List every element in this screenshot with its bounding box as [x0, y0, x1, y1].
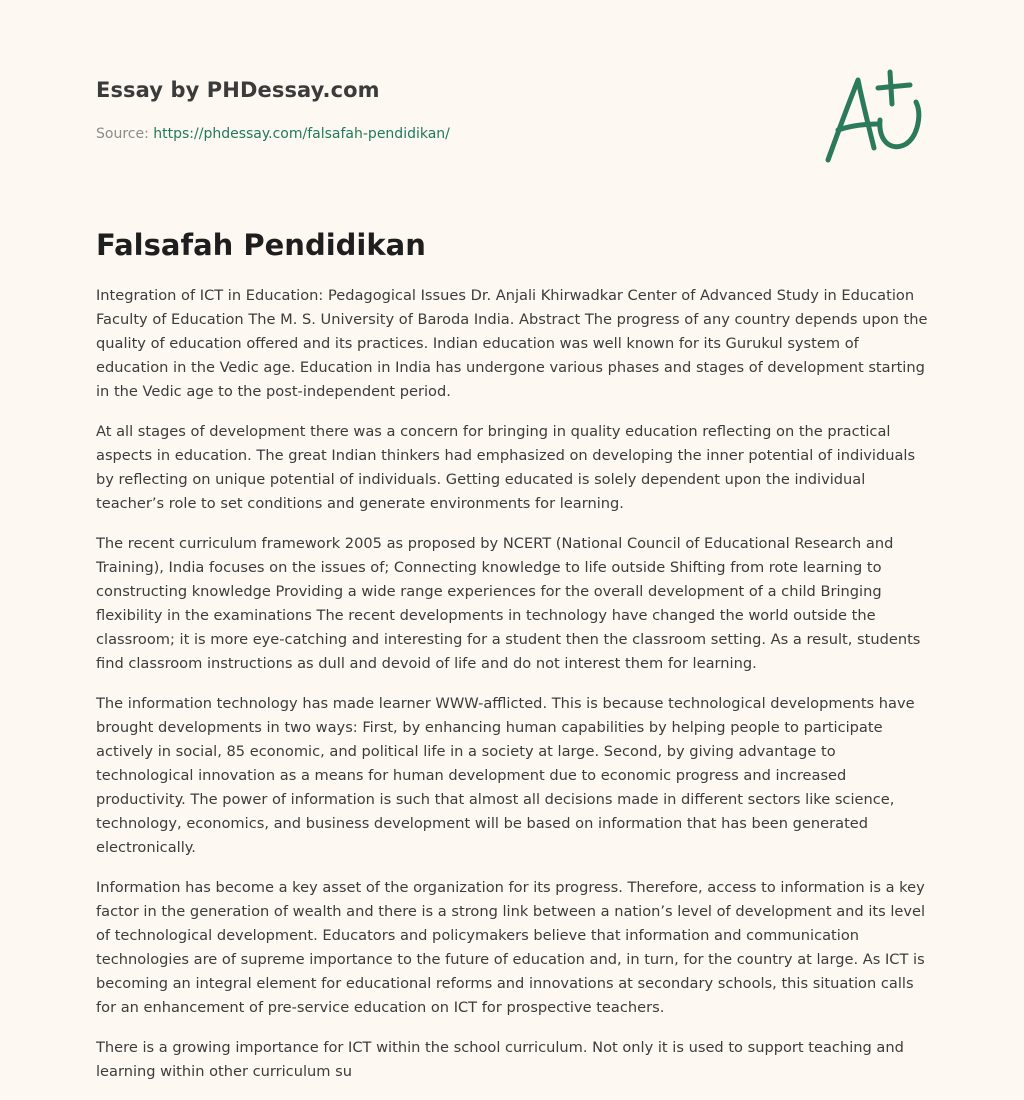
essay-title: Falsafah Pendidikan	[96, 228, 426, 262]
essay-paragraph: Information has become a key asset of the organization for its progress. Therefore, access to information is a key factor in the generation of wealth and there is a strong link between a nation’s level of development and its level of technological development. Educators and policymakers believe that information and communication technologies are of supreme importance to the future of education and, in turn, for the country at large. As ICT is becoming an integral element for educational reforms and innovations at secondary schools, this situation calls for an enhancement of pre-service education on ICT for prospective teachers.	[96, 879, 926, 1016]
essay-body	[96, 284, 930, 1100]
a-plus-grade-icon	[822, 68, 932, 168]
essay-paragraph: The recent curriculum framework 2005 as proposed by NCERT (National Council of Educational Research and Training), India focuses on the issues of; Connecting knowledge to life outside Shifting from rote learning to constructing knowledge Providing a wide range experiences for the overall development of a child Bringing flexibility in the examinations The recent developments in technology have changed the world outside the classroom; it is more eye-catching and interesting for a student then the classroom setting. As a result, students find classroom instructions as dull and devoid of life and do not interest them for learning.	[96, 535, 921, 672]
essay-header	[96, 76, 928, 144]
essay-paragraph: There is a growing importance for ICT within the school curriculum. Not only it is used to support teaching and learning within other curriculum su	[96, 1039, 904, 1080]
brand-title: Essay by PHDessay.com	[96, 78, 380, 102]
source-link[interactable]: https://phdessay.com/falsafah-pendidikan/	[153, 126, 450, 142]
source-line	[96, 124, 928, 144]
essay-paragraph: Integration of ICT in Education: Pedagogical Issues Dr. Anjali Khirwadkar Center of Advanced Study in Education Faculty of Education The M. S. University of Baroda India. Abstract The progress of any country depends upon the quality of education offered and its practices. Indian education was well known for its Gurukul system of education in the Vedic age. Education in India has undergone various phases and stages of development starting in the Vedic age to the post-independent period.	[96, 287, 928, 400]
source-label: Source:	[96, 126, 154, 142]
essay-paragraph: At all stages of development there was a concern for bringing in quality education reflecting on the practical aspects in education. The great Indian thinkers had emphasized on developing the inner potential of individuals by reflecting on unique potential of individuals. Getting educated is solely dependent upon the individual teacher’s role to set conditions and generate environments for learning.	[96, 423, 916, 512]
essay-paragraph: The information technology has made learner WWW-afflicted. This is because technological developments have brought developments in two ways: First, by enhancing human capabilities by helping people to participate actively in social, 85 economic, and political life in a society at large. Second, by giving advantage to technological innovation as a means for human development due to economic progress and increased productivity. The power of information is such that almost all decisions made in different sectors like science, technology, economics, and business development will be based on information that has been generated electronically.	[96, 695, 915, 856]
